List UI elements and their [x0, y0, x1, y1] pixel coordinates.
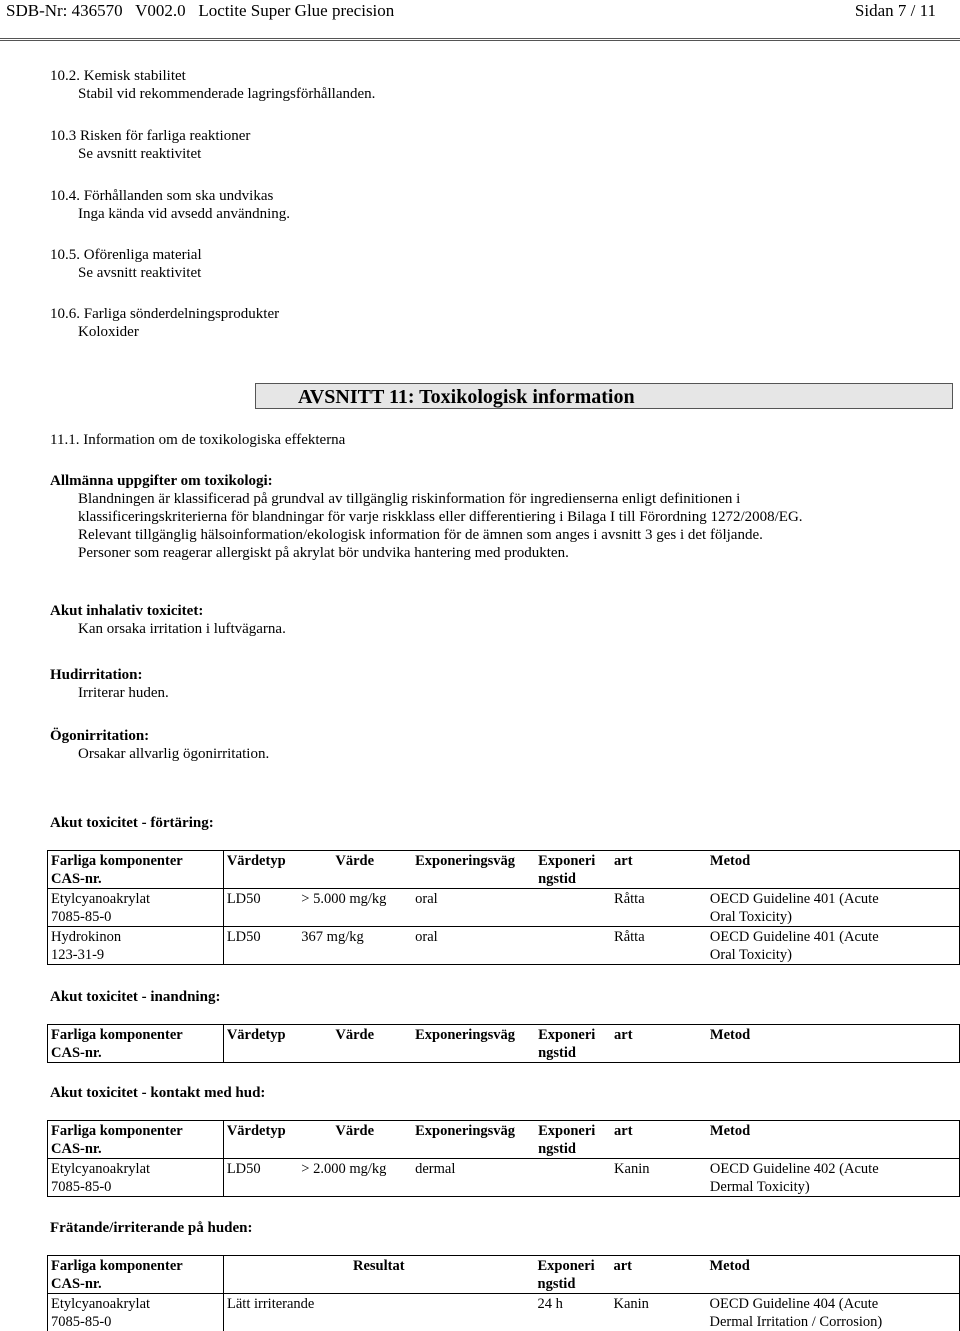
inhalation-text: Kan orsaka irritation i luftvägarna. [78, 621, 286, 637]
inhalation-toxicity-title: Akut toxicitet - inandning: [50, 989, 221, 1005]
method: OECD Guideline 401 (Acute [709, 891, 879, 907]
col-exposure-time-2: ngstid [538, 1141, 576, 1157]
section-title: 10.5. Oförenliga material [50, 247, 202, 263]
col-method: Metod [709, 1027, 751, 1043]
value: 367 mg/kg [298, 927, 412, 965]
section-11-1-title: 11.1. Information om de toxikologiska effekterna [50, 432, 346, 448]
section-text: Stabil vid rekommenderade lagringsförhållanden. [78, 86, 376, 102]
method-cont: Oral Toxicity) [709, 947, 792, 963]
section-10-4 [50, 187, 290, 223]
table-row [48, 1159, 960, 1197]
col-exposure-time: Exponeri [538, 853, 596, 869]
col-value: Värde [335, 853, 375, 869]
cas-number: 123-31-9 [51, 947, 105, 963]
cas-number: 7085-85-0 [51, 1179, 112, 1195]
general-title: Allmänna uppgifter om toxikologi: [50, 473, 273, 489]
inhalation-toxicity-table [47, 1024, 960, 1063]
route: oral [412, 889, 535, 927]
component-name: Hydrokinon [51, 929, 122, 945]
cas-number: 7085-85-0 [51, 909, 112, 925]
col-exposure-time-2: ngstid [538, 1045, 576, 1061]
dermal-toxicity-table [47, 1120, 960, 1197]
section-title: 10.3 Risken för farliga reaktioner [50, 128, 251, 144]
component-name: Etylcyanoakrylat [51, 1296, 151, 1312]
value-type: LD50 [223, 889, 298, 927]
col-cas: CAS-nr. [51, 1141, 102, 1157]
section-title: 10.6. Farliga sönderdelningsprodukter [50, 306, 280, 322]
table-header-row [48, 1121, 960, 1159]
skin-corrosion-title: Frätande/irriterande på huden: [50, 1220, 253, 1236]
table-row [48, 927, 960, 965]
table-row [48, 1294, 960, 1331]
section-title: 10.2. Kemisk stabilitet [50, 68, 186, 84]
col-components: Farliga komponenter [51, 1258, 183, 1274]
general-line: Relevant tillgänglig hälsoinformation/ekologisk information för de ämnen som anges i avsnitt 3 ges i det följande. [78, 527, 763, 543]
section-10-2 [50, 67, 375, 103]
value-type: LD50 [223, 927, 298, 965]
section-10-6 [50, 305, 279, 341]
component-name: Etylcyanoakrylat [51, 1161, 151, 1177]
col-value: Värde [335, 1123, 375, 1139]
exposure-time [535, 927, 611, 965]
method: OECD Guideline 404 (Acute [709, 1296, 879, 1312]
col-cas: CAS-nr. [51, 1045, 102, 1061]
col-value: Värde [335, 1027, 375, 1043]
eye-text: Orsakar allvarlig ögonirritation. [78, 746, 270, 762]
col-species: art [614, 1123, 633, 1139]
table-header-row [48, 1025, 960, 1063]
col-exposure-time: Exponeri [537, 1258, 595, 1274]
value: > 2.000 mg/kg [298, 1159, 412, 1197]
result: Lätt irriterande [224, 1294, 535, 1331]
col-value-type: Värdetyp [226, 1123, 286, 1139]
page-number: Sidan 7 / 11 [854, 1, 936, 20]
col-route: Exponeringsväg [415, 853, 516, 869]
table-header-row [48, 1256, 960, 1294]
section-11-title: AVSNITT 11: Toxikologisk information [298, 386, 635, 408]
section-10-3 [50, 127, 250, 163]
col-components: Farliga komponenter [51, 1027, 183, 1043]
col-exposure-time-2: ngstid [538, 871, 576, 887]
col-species: art [614, 853, 633, 869]
table-header-row [48, 851, 960, 889]
document-id: SDB-Nr: 436570 V002.0 Loctite Super Glue precision [6, 1, 395, 20]
value-type: LD50 [223, 1159, 298, 1197]
exposure-time [535, 1159, 611, 1197]
acute-inhalation [50, 602, 930, 638]
species: Kanin [611, 1294, 707, 1331]
route: dermal [412, 1159, 535, 1197]
col-species: art [613, 1258, 633, 1274]
eye-title: Ögonirritation: [50, 728, 150, 744]
col-value-type: Värdetyp [226, 853, 286, 869]
col-species: art [614, 1027, 633, 1043]
skin-irritation [50, 666, 930, 702]
exposure-time: 24 h [535, 1294, 611, 1331]
col-method: Metod [709, 853, 751, 869]
section-text: Se avsnitt reaktivitet [78, 146, 202, 162]
col-method: Metod [709, 1258, 750, 1274]
section-11-banner [255, 383, 953, 409]
component-name: Etylcyanoakrylat [51, 891, 151, 907]
dermal-toxicity-title: Akut toxicitet - kontakt med hud: [50, 1085, 266, 1101]
col-cas: CAS-nr. [51, 871, 102, 887]
general-line: Personer som reagerar allergiskt på akrylat bör undvika hantering med produkten. [78, 545, 569, 561]
general-toxicology [50, 472, 930, 562]
method-cont: Dermal Irritation / Corrosion) [709, 1314, 883, 1330]
section-title: 10.4. Förhållanden som ska undvikas [50, 188, 274, 204]
eye-irritation [50, 727, 930, 763]
section-text: Se avsnitt reaktivitet [78, 265, 202, 281]
skin-title: Hudirritation: [50, 667, 143, 683]
col-result: Resultat [352, 1258, 405, 1274]
method-cont: Oral Toxicity) [709, 909, 792, 925]
method-cont: Dermal Toxicity) [709, 1179, 810, 1195]
col-exposure-time: Exponeri [538, 1027, 596, 1043]
general-line: Blandningen är klassificerad på grundval av tillgänglig riskinformation för ingredienserna enligt definitionen i [78, 491, 741, 507]
oral-toxicity-title: Akut toxicitet - förtäring: [50, 815, 214, 831]
method: OECD Guideline 402 (Acute [709, 1161, 879, 1177]
col-value-type: Värdetyp [226, 1027, 286, 1043]
col-route: Exponeringsväg [415, 1123, 516, 1139]
col-components: Farliga komponenter [51, 1123, 183, 1139]
section-text: Inga kända vid avsedd användning. [78, 206, 291, 222]
exposure-time [535, 889, 611, 927]
method: OECD Guideline 401 (Acute [709, 929, 879, 945]
col-exposure-time-2: ngstid [537, 1276, 576, 1292]
col-components: Farliga komponenter [51, 853, 183, 869]
header-rule [0, 38, 960, 41]
route: oral [412, 927, 535, 965]
value: > 5.000 mg/kg [298, 889, 412, 927]
col-method: Metod [709, 1123, 751, 1139]
species: Råtta [611, 889, 707, 927]
skin-text: Irriterar huden. [78, 685, 169, 701]
table-row [48, 889, 960, 927]
col-route: Exponeringsväg [415, 1027, 516, 1043]
section-10-5 [50, 246, 202, 282]
inhalation-title: Akut inhalativ toxicitet: [50, 603, 204, 619]
page-header [0, 0, 960, 24]
species: Kanin [611, 1159, 707, 1197]
skin-corrosion-table [47, 1255, 960, 1331]
general-line: klassificeringskriterierna för blandningar för varje riskklass eller differentiering i Bilaga I till Förordning 1272/2008/EG. [78, 509, 803, 525]
section-text: Koloxider [78, 324, 139, 340]
oral-toxicity-table [47, 850, 960, 965]
col-cas: CAS-nr. [51, 1276, 102, 1292]
col-exposure-time: Exponeri [538, 1123, 596, 1139]
cas-number: 7085-85-0 [51, 1314, 112, 1330]
species: Råtta [611, 927, 707, 965]
